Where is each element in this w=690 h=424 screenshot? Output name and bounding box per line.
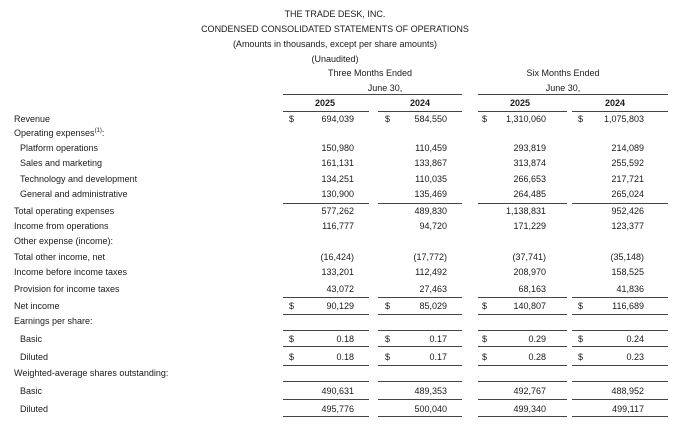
value-cell: 0.29	[528, 334, 546, 344]
company-name: THE TRADE DESK, INC.	[284, 9, 386, 19]
rule-line	[478, 297, 567, 298]
rule-line	[478, 314, 567, 315]
value-cell: 158,525	[611, 267, 644, 277]
period-six-months-line1: Six Months Ended	[526, 68, 600, 78]
rule-line	[283, 330, 369, 331]
value-cell: 495,776	[321, 404, 354, 414]
row-label-text: Basic	[20, 334, 43, 344]
value-cell: 133,201	[321, 267, 354, 277]
value-cell: 134,251	[321, 174, 354, 184]
value-cell: (35,148)	[610, 252, 644, 262]
row-label	[14, 219, 109, 233]
value-cell: 116,689	[612, 301, 644, 311]
period-underline-six	[478, 94, 668, 95]
rule-line	[478, 365, 567, 366]
value-cell: 488,952	[611, 386, 644, 396]
rule-line	[283, 346, 369, 347]
rule-line	[572, 416, 668, 417]
value-cell: 110,035	[415, 174, 447, 184]
value-cell: 116,777	[322, 221, 354, 231]
value-cell: (37,741)	[512, 252, 546, 262]
rule-line	[378, 314, 462, 315]
row-label	[14, 282, 120, 296]
rule-line	[478, 399, 567, 400]
currency-symbol: $	[385, 301, 391, 311]
row-label-text: Diluted	[20, 404, 49, 414]
amounts-note: (Amounts in thousands, except per share amounts)	[232, 39, 438, 49]
table-row	[0, 366, 690, 380]
value-cell: 140,807	[513, 301, 546, 311]
value-cell: 255,592	[611, 158, 644, 168]
row-label	[14, 112, 50, 126]
table-row	[0, 402, 690, 416]
row-label-text: Total operating expenses	[14, 206, 115, 216]
currency-symbol: $	[578, 301, 584, 311]
row-label-text: Net income	[14, 301, 60, 311]
currency-symbol: $	[482, 114, 488, 124]
row-label	[20, 156, 102, 170]
value-cell: 85,029	[419, 301, 447, 311]
rule-line	[378, 330, 462, 331]
rule-line	[572, 381, 668, 382]
row-label-text: Diluted	[20, 352, 49, 362]
currency-symbol: $	[289, 114, 295, 124]
rule-line	[283, 381, 369, 382]
period-three-months-line2: June 30,	[367, 83, 403, 93]
currency-symbol: $	[385, 334, 391, 344]
row-label-text: Income before income taxes	[14, 267, 128, 277]
value-cell: 130,900	[321, 189, 354, 199]
rule-line	[283, 416, 369, 417]
row-label	[14, 126, 104, 140]
value-cell: 161,131	[321, 158, 354, 168]
currency-symbol: $	[289, 301, 295, 311]
row-label	[20, 402, 48, 416]
value-cell: 577,262	[321, 206, 354, 216]
table-row	[0, 314, 690, 328]
value-cell: (16,424)	[320, 252, 354, 262]
value-cell: 489,830	[414, 206, 447, 216]
table-row	[0, 126, 690, 140]
row-label-text: Platform operations	[20, 143, 99, 153]
value-cell: 293,819	[513, 143, 546, 153]
unaudited-note: (Unaudited)	[311, 54, 359, 64]
rule-line	[378, 399, 462, 400]
currency-symbol: $	[385, 352, 391, 362]
row-label-text: Other expense (income):	[14, 236, 114, 246]
value-cell: 68,163	[518, 284, 546, 294]
value-cell: 0.28	[528, 352, 546, 362]
value-cell: 27,463	[419, 284, 447, 294]
table-row	[0, 172, 690, 186]
table-row	[0, 112, 690, 126]
year-header-3: 2025	[509, 98, 531, 108]
year-header-1: 2025	[314, 98, 336, 108]
value-cell: 264,485	[513, 189, 546, 199]
value-cell: 41,836	[616, 284, 644, 294]
rule-line	[283, 297, 369, 298]
period-three-months-line1: Three Months Ended	[327, 68, 413, 78]
table-row	[0, 299, 690, 313]
value-cell: 43,072	[326, 284, 354, 294]
value-cell: 150,980	[321, 143, 354, 153]
value-cell: 123,377	[611, 221, 644, 231]
rule-line	[283, 399, 369, 400]
value-cell: 1,075,803	[603, 114, 644, 124]
row-label	[20, 141, 98, 155]
row-label-text: General and administrative	[20, 189, 128, 199]
value-cell: 90,129	[326, 301, 354, 311]
row-label	[20, 172, 137, 186]
value-cell: 135,469	[414, 189, 447, 199]
rule-line	[378, 416, 462, 417]
row-label	[20, 350, 48, 364]
table-row	[0, 219, 690, 233]
rule-line	[572, 365, 668, 366]
rule-line	[478, 330, 567, 331]
row-label	[14, 366, 168, 380]
rule-line	[572, 346, 668, 347]
value-cell: 499,117	[612, 404, 644, 414]
period-six-months-line2: June 30,	[545, 83, 581, 93]
row-label-text: Revenue	[14, 114, 51, 124]
value-cell: 1,138,831	[505, 206, 546, 216]
rule-line	[378, 297, 462, 298]
rule-line	[283, 203, 369, 204]
row-label-text: Sales and marketing	[20, 158, 103, 168]
table-row	[0, 384, 690, 398]
row-label-text: Income from operations	[14, 221, 109, 231]
value-cell: 492,767	[513, 386, 546, 396]
table-row	[0, 204, 690, 218]
row-label-text: Technology and development	[20, 174, 138, 184]
value-cell: 208,970	[513, 267, 546, 277]
currency-symbol: $	[578, 352, 584, 362]
row-label	[20, 332, 42, 346]
row-label-text: Total other income, net	[14, 252, 106, 262]
currency-symbol: $	[482, 352, 488, 362]
rule-line	[478, 346, 567, 347]
value-cell: 0.18	[336, 334, 354, 344]
row-label	[20, 187, 128, 201]
value-cell: 0.17	[429, 352, 447, 362]
row-label	[14, 204, 114, 218]
value-cell: 694,039	[321, 114, 354, 124]
value-cell: 266,653	[513, 174, 546, 184]
row-label	[20, 384, 42, 398]
row-label	[14, 250, 105, 264]
currency-symbol: $	[482, 334, 488, 344]
row-label-text: Earnings per share:	[14, 316, 93, 326]
value-cell: 0.23	[626, 352, 644, 362]
row-label	[14, 299, 60, 313]
table-row	[0, 250, 690, 264]
value-cell: 489,353	[414, 386, 447, 396]
row-label-text: Operating expenses	[14, 128, 95, 138]
value-cell: 952,426	[611, 206, 644, 216]
year-header-4: 2024	[604, 98, 626, 108]
footnote-marker: (1)	[94, 128, 102, 134]
value-cell: 0.24	[626, 334, 644, 344]
value-cell: 265,024	[611, 189, 644, 199]
row-label-text: Provision for income taxes	[14, 284, 120, 294]
value-cell: 499,340	[513, 404, 546, 414]
row-label	[14, 234, 113, 248]
value-cell: 584,550	[414, 114, 447, 124]
value-cell: 500,040	[414, 404, 447, 414]
currency-symbol: $	[578, 334, 584, 344]
value-cell: 214,089	[611, 143, 644, 153]
rule-line	[572, 297, 668, 298]
rule-line	[378, 365, 462, 366]
value-cell: 133,867	[414, 158, 447, 168]
row-label	[14, 265, 127, 279]
table-row	[0, 187, 690, 201]
value-cell: 313,874	[513, 158, 546, 168]
value-cell: 0.17	[429, 334, 447, 344]
value-cell: 110,459	[415, 143, 447, 153]
row-label-text: Weighted-average shares outstanding:	[14, 368, 169, 378]
rule-line	[283, 365, 369, 366]
currency-symbol: $	[385, 114, 391, 124]
label-suffix: :	[101, 128, 105, 138]
currency-symbol: $	[482, 301, 488, 311]
period-underline-three	[283, 94, 462, 95]
value-cell: (17,772)	[413, 252, 447, 262]
rule-line	[572, 314, 668, 315]
value-cell: 217,721	[611, 174, 644, 184]
year-header-2: 2024	[409, 98, 431, 108]
value-cell: 112,492	[415, 267, 447, 277]
currency-symbol: $	[289, 352, 295, 362]
row-label-text: Basic	[20, 386, 43, 396]
table-row	[0, 234, 690, 248]
rule-line	[283, 314, 369, 315]
table-row	[0, 282, 690, 296]
rule-line	[572, 330, 668, 331]
currency-symbol: $	[578, 114, 584, 124]
statement-title: CONDENSED CONSOLIDATED STATEMENTS OF OPERATIONS	[201, 24, 469, 34]
value-cell: 1,310,060	[505, 114, 546, 124]
currency-symbol: $	[289, 334, 295, 344]
table-row	[0, 265, 690, 279]
table-row	[0, 141, 690, 155]
rule-line	[478, 203, 567, 204]
table-row	[0, 350, 690, 364]
rule-line	[572, 399, 668, 400]
rule-line	[478, 416, 567, 417]
table-row	[0, 332, 690, 346]
rule-line	[572, 203, 668, 204]
rule-line	[378, 203, 462, 204]
value-cell: 94,720	[419, 221, 447, 231]
value-cell: 490,631	[321, 386, 354, 396]
rule-line	[378, 381, 462, 382]
rule-line	[378, 346, 462, 347]
rule-line	[478, 381, 567, 382]
value-cell: 0.18	[336, 352, 354, 362]
table-row	[0, 156, 690, 170]
row-label	[14, 314, 93, 328]
value-cell: 171,229	[513, 221, 546, 231]
